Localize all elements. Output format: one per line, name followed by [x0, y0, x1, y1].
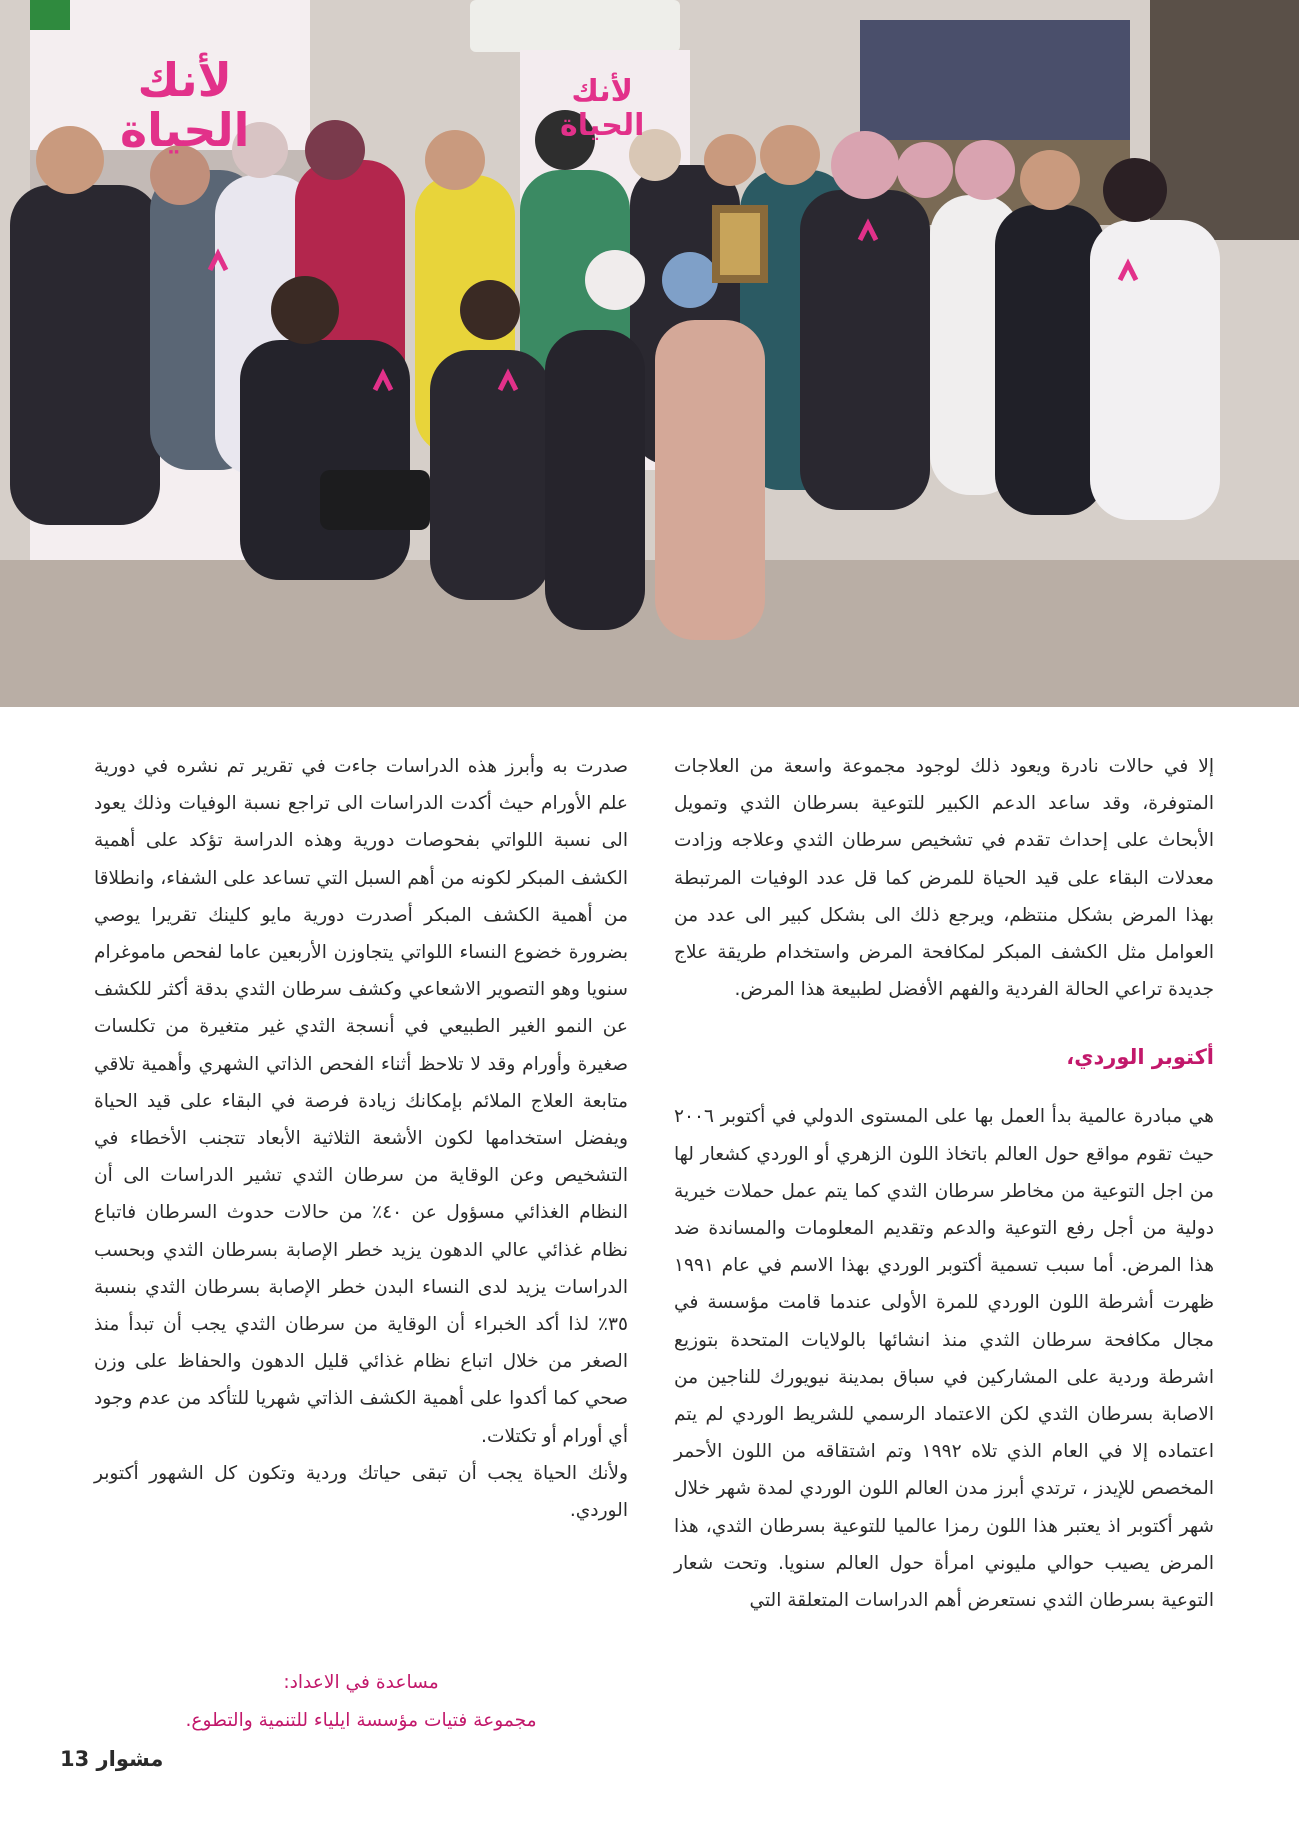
paragraph: صدرت به وأبرز هذه الدراسات جاءت في تقرير تم نشره في دورية علم الأورام حيث أكدت الدراسات الى تراجع نسبة الوفيات وذلك يعود الى نسبة اللواتي بفحوصات دورية وهذه الدراسة تؤكد على أهمية الكشف المبكر لكونه من أهم السبل التي تساعد على الشفاء، وانطلاقا من أهمية الكشف المبكر أصدرت دورية مايو كلينك تقريرا يوصي بضرورة خضوع النساء اللواتي يتجاوزن الأربعين عاما لفحص ماموغرام سنويا وهو التصوير الاشعاعي وكشف سرطان الثدي بدقة أكثر للكشف عن النمو الغير الطبيعي في أنسجة الثدي غير متغيرة من تكلسات صغيرة وأورام وقد لا تلاحظ أثناء الفحص الذاتي الشهري وأهمية تلاقي متابعة العلاج الملائم بإمكانك زيادة فرصة في البقاء على قيد الحياة ويفضل استخدامها لكون الأشعة الثلاثية الأبعاد تتجنب الأخطاء في التشخيص وعن الوقاية من سرطان الثدي تشير الدراسات الى أن النظام الغذائي مسؤول عن ٤٠٪ من حالات حدوث السرطان فاتباع نظام غذائي عالي الدهون يزيد خطر الإصابة بسرطان الثدي وبحسب الدراسات يزيد لدى النساء البدن خطر الإصابة بسرطان الثدي بنسبة ٣٥٪ لذا أكد الخبراء أن الوقاية من سرطان الثدي يجب أن تبدأ منذ الصغر من خلال اتباع نظام غذائي قليل الدهون والحفاظ على وزن صحي كما أكدوا على أهمية الكشف الذاتي شهريا للتأكد من عدم وجود أي أورام أو تكتلات. [94, 756, 628, 1447]
credit-org: مجموعة فتيات مؤسسة ايلياء للتنمية والتطوع. [185, 1710, 537, 1731]
section-heading: أكتوبر الوردي، [1066, 1045, 1214, 1070]
group-photo [0, 0, 1299, 707]
banner-left-text: لأنك الحياة [120, 53, 250, 157]
credit-block [94, 1664, 628, 1740]
article-column-right [674, 748, 1214, 1619]
paragraph: هي مبادرة عالمية بدأ العمل بها على المستوى الدولي في أكتوبر ٢٠٠٦ حيث تقوم مواقع حول العالم باتخاذ اللون الزهري أو الوردي كشعار لها من اجل التوعية من مخاطر سرطان الثدي كما يتم عمل حملات خيرية دولية من أجل رفع التوعية والدعم وتقديم المعلومات والمساندة ضد هذا المرض. أما سبب تسمية أكتوبر الوردي بهذا الاسم في عام ١٩٩١ ظهرت أشرطة اللون الوردي للمرة الأولى عندما قامت مؤسسة في مجال مكافحة سرطان الثدي منذ انشائها بالولايات المتحدة بتوزيع اشرطة وردية على المشاركين في سباق بمدينة نيويورك للناجين من الاصابة بسرطان الثدي لكن الاعتماد الرسمي للشريط الوردي لم يتم اعتماده إلا في العام الذي تلاه ١٩٩٢ وتم اشتقاقه من اللون الأحمر المخصص للإيدز ، ترتدي أبرز مدن العالم اللون الوردي لمدة شهر خلال شهر أكتوبر اذ يعتبر هذا اللون رمزا عالميا للتوعية بسرطان الثدي، هذا المرض يصيب حوالي مليوني امرأة حول العالم سنويا. وتحت شعار التوعية بسرطان الثدي نستعرض أهم الدراسات المتعلقة التي [674, 1106, 1215, 1612]
paragraph: ولأنك الحياة يجب أن تبقى حياتك وردية وتكون كل الشهور أكتوبر الوردي. [94, 1462, 628, 1522]
banner-right-text: لأنك الحياة [560, 74, 645, 143]
credit-title: مساعدة في الاعداد: [283, 1672, 439, 1693]
article-column-left [94, 748, 628, 1529]
paragraph: إلا في حالات نادرة ويعود ذلك لوجود مجموعة واسعة من العلاجات المتوفرة، وقد ساعد الدعم الكبير للتوعية بسرطان الثدي وتمويل الأبحاث على إحداث تقدم في تشخيص سرطان الثدي وعلاجه وزادت معدلات البقاء على قيد الحياة للمرض كما قل عدد الوفيات المرتبطة بهذا المرض بشكل منتظم، ويرجع ذلك الى بشكل كبير الى عدد من العوامل مثل الكشف المبكر لمكافحة المرض واستخدام طريقة علاج جديدة تراعي الحالة الفردية والفهم الأفضل لطبيعة هذا المرض. [674, 756, 1214, 1001]
page-number: مشوار 13 [60, 1747, 164, 1771]
